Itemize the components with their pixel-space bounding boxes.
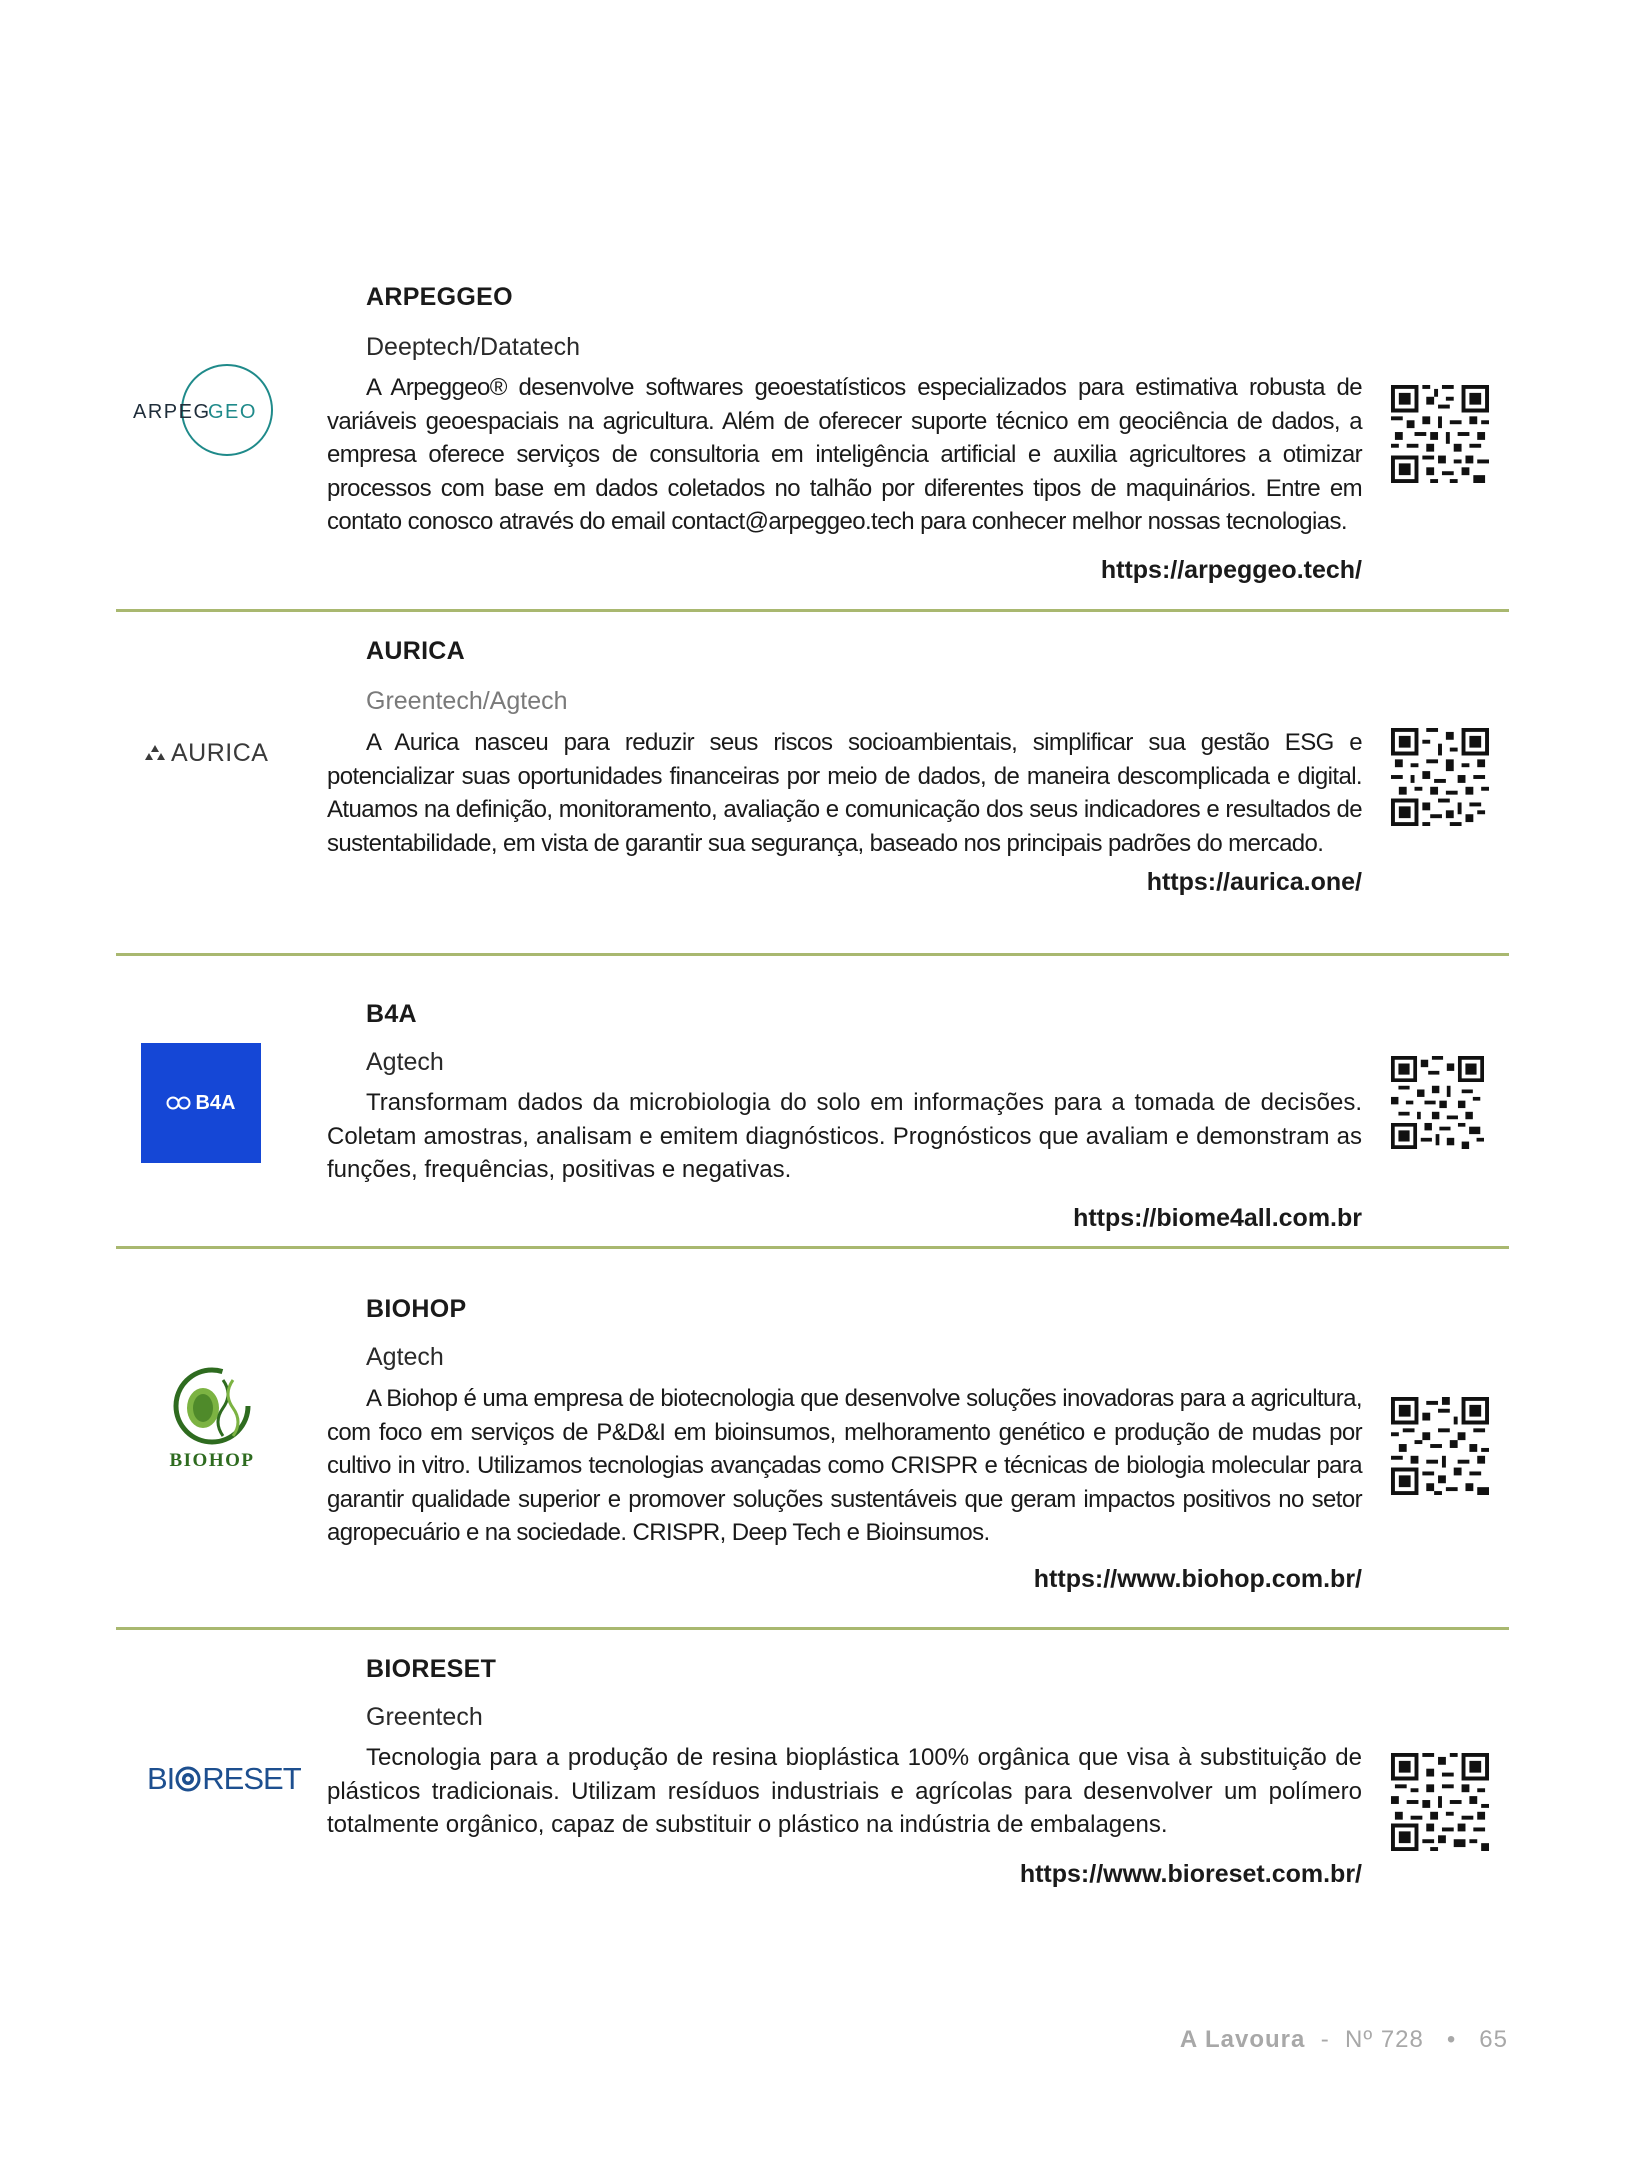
bioreset-logo — [147, 1760, 301, 1798]
b4a-logo — [141, 1043, 261, 1163]
footer-separator: - — [1320, 2026, 1330, 2053]
entry-category: Greentech — [366, 1703, 483, 1731]
divider — [116, 953, 1509, 956]
issue-number: Nº 728 — [1345, 2026, 1424, 2053]
magazine-name: A Lavoura — [1179, 2026, 1306, 2053]
footer-bullet: • — [1446, 2026, 1457, 2053]
bioreset-logo-text-b: RESET — [202, 1761, 301, 1796]
infinity-icon — [166, 1096, 192, 1110]
entry-description: Transformam dados da microbiologia do solo em informações para a tomada de decisões. Coletam amostras, analisam e emitem diagnósticos. Prognósticos que avaliam e demonstram as funções, frequências, positivas e negativas. — [327, 1089, 1362, 1183]
entry-description: A Biohop é uma empresa de biotecnologia que desenvolve soluções inovadoras para a agricultura, com foco em serviços de P&D&I em bioinsumos, melhoramento genético e produção de mudas por cultivo in vitro. Utilizamos tecnologias avançadas como CRISPR e técnicas de biologia molecular para garantir qualidade superior e promover soluções sustentáveis que geram impactos positivos no setor agropecuário e na sociedade. CRISPR, Deep Tech e Bioinsumos. — [327, 1385, 1362, 1546]
aurica-logo — [144, 738, 268, 768]
divider — [116, 1246, 1509, 1249]
entry-category: Agtech — [366, 1343, 444, 1371]
qr-code-icon — [1391, 385, 1489, 483]
bioreset-o-icon — [175, 1765, 201, 1793]
svg-text:BIOHOP: BIOHOP — [169, 1450, 255, 1471]
entry-description: A Arpeggeo® desenvolve softwares geoestatísticos especializados para estimativa robusta de variáveis geoespaciais na agricultura. Além de oferecer suporte técnico em geociência de dados, a empresa oferece serviços de consultoria em inteligência artificial e auxilia agricultores a otimizar processos com base em dados coletados no talhão por diferentes tipos de maquinários. Entre em contato conosco através do email contact@arpeggeo.tech para conhecer melhor nossas tecnologias. — [327, 374, 1362, 535]
entry-description: Tecnologia para a produção de resina bioplástica 100% orgânica que visa à substituição de plásticos tradicionais. Utilizam resíduos industriais e agrícolas para desenvolver um polímero totalmente orgânico, capaz de substituir o plástico na indústria de embalagens. — [327, 1744, 1362, 1838]
entry-url-link[interactable]: https://arpeggeo.tech/ — [1100, 556, 1362, 584]
entry-url-link[interactable]: https://biome4all.com.br — [1073, 1204, 1362, 1232]
svg-text:GEO: GEO — [208, 401, 257, 423]
entry-name: ARPEGGEO — [366, 283, 513, 311]
page-footer — [1180, 2026, 1508, 2054]
divider — [116, 1627, 1509, 1630]
entry-name: BIOHOP — [366, 1295, 467, 1323]
entry-name: B4A — [366, 1000, 417, 1028]
qr-code-icon — [1391, 1056, 1484, 1149]
aurica-mark-icon — [144, 744, 166, 762]
qr-code-icon — [1391, 1753, 1489, 1851]
entry-name: BIORESET — [366, 1655, 497, 1683]
qr-code-icon — [1391, 1397, 1489, 1495]
entry-url-link[interactable]: https://aurica.one/ — [1146, 868, 1362, 896]
entry-category: Greentech/Agtech — [366, 687, 568, 715]
aurica-logo-text: AURICA — [171, 738, 269, 767]
biohop-logo — [157, 1362, 267, 1474]
entry-category: Deeptech/Datatech — [366, 333, 581, 361]
svg-text:ARPEG: ARPEG — [133, 401, 211, 423]
arpeggeo-logo — [128, 362, 278, 458]
qr-code-icon — [1391, 728, 1489, 826]
b4a-logo-text: B4A — [195, 1091, 236, 1114]
bioreset-logo-text-a: BI — [147, 1761, 175, 1796]
page-number: 65 — [1479, 2026, 1508, 2053]
entry-name: AURICA — [366, 637, 466, 665]
entry-category: Agtech — [366, 1048, 444, 1076]
entry-description: A Aurica nasceu para reduzir seus riscos socioambientais, simplificar sua gestão ESG e potencializar suas oportunidades financeiras por meio de dados, de maneira descomplicada e digital. Atuamos na definição, monitoramento, avaliação e comunicação dos seus indicadores e resultados de sustentabilidade, em vista de garantir sua segurança, baseado nos principais padrões do mercado. — [327, 729, 1362, 857]
divider — [116, 609, 1509, 612]
entry-url-link[interactable]: https://www.biohop.com.br/ — [1033, 1565, 1362, 1593]
entry-url-link[interactable]: https://www.bioreset.com.br/ — [1019, 1860, 1362, 1888]
